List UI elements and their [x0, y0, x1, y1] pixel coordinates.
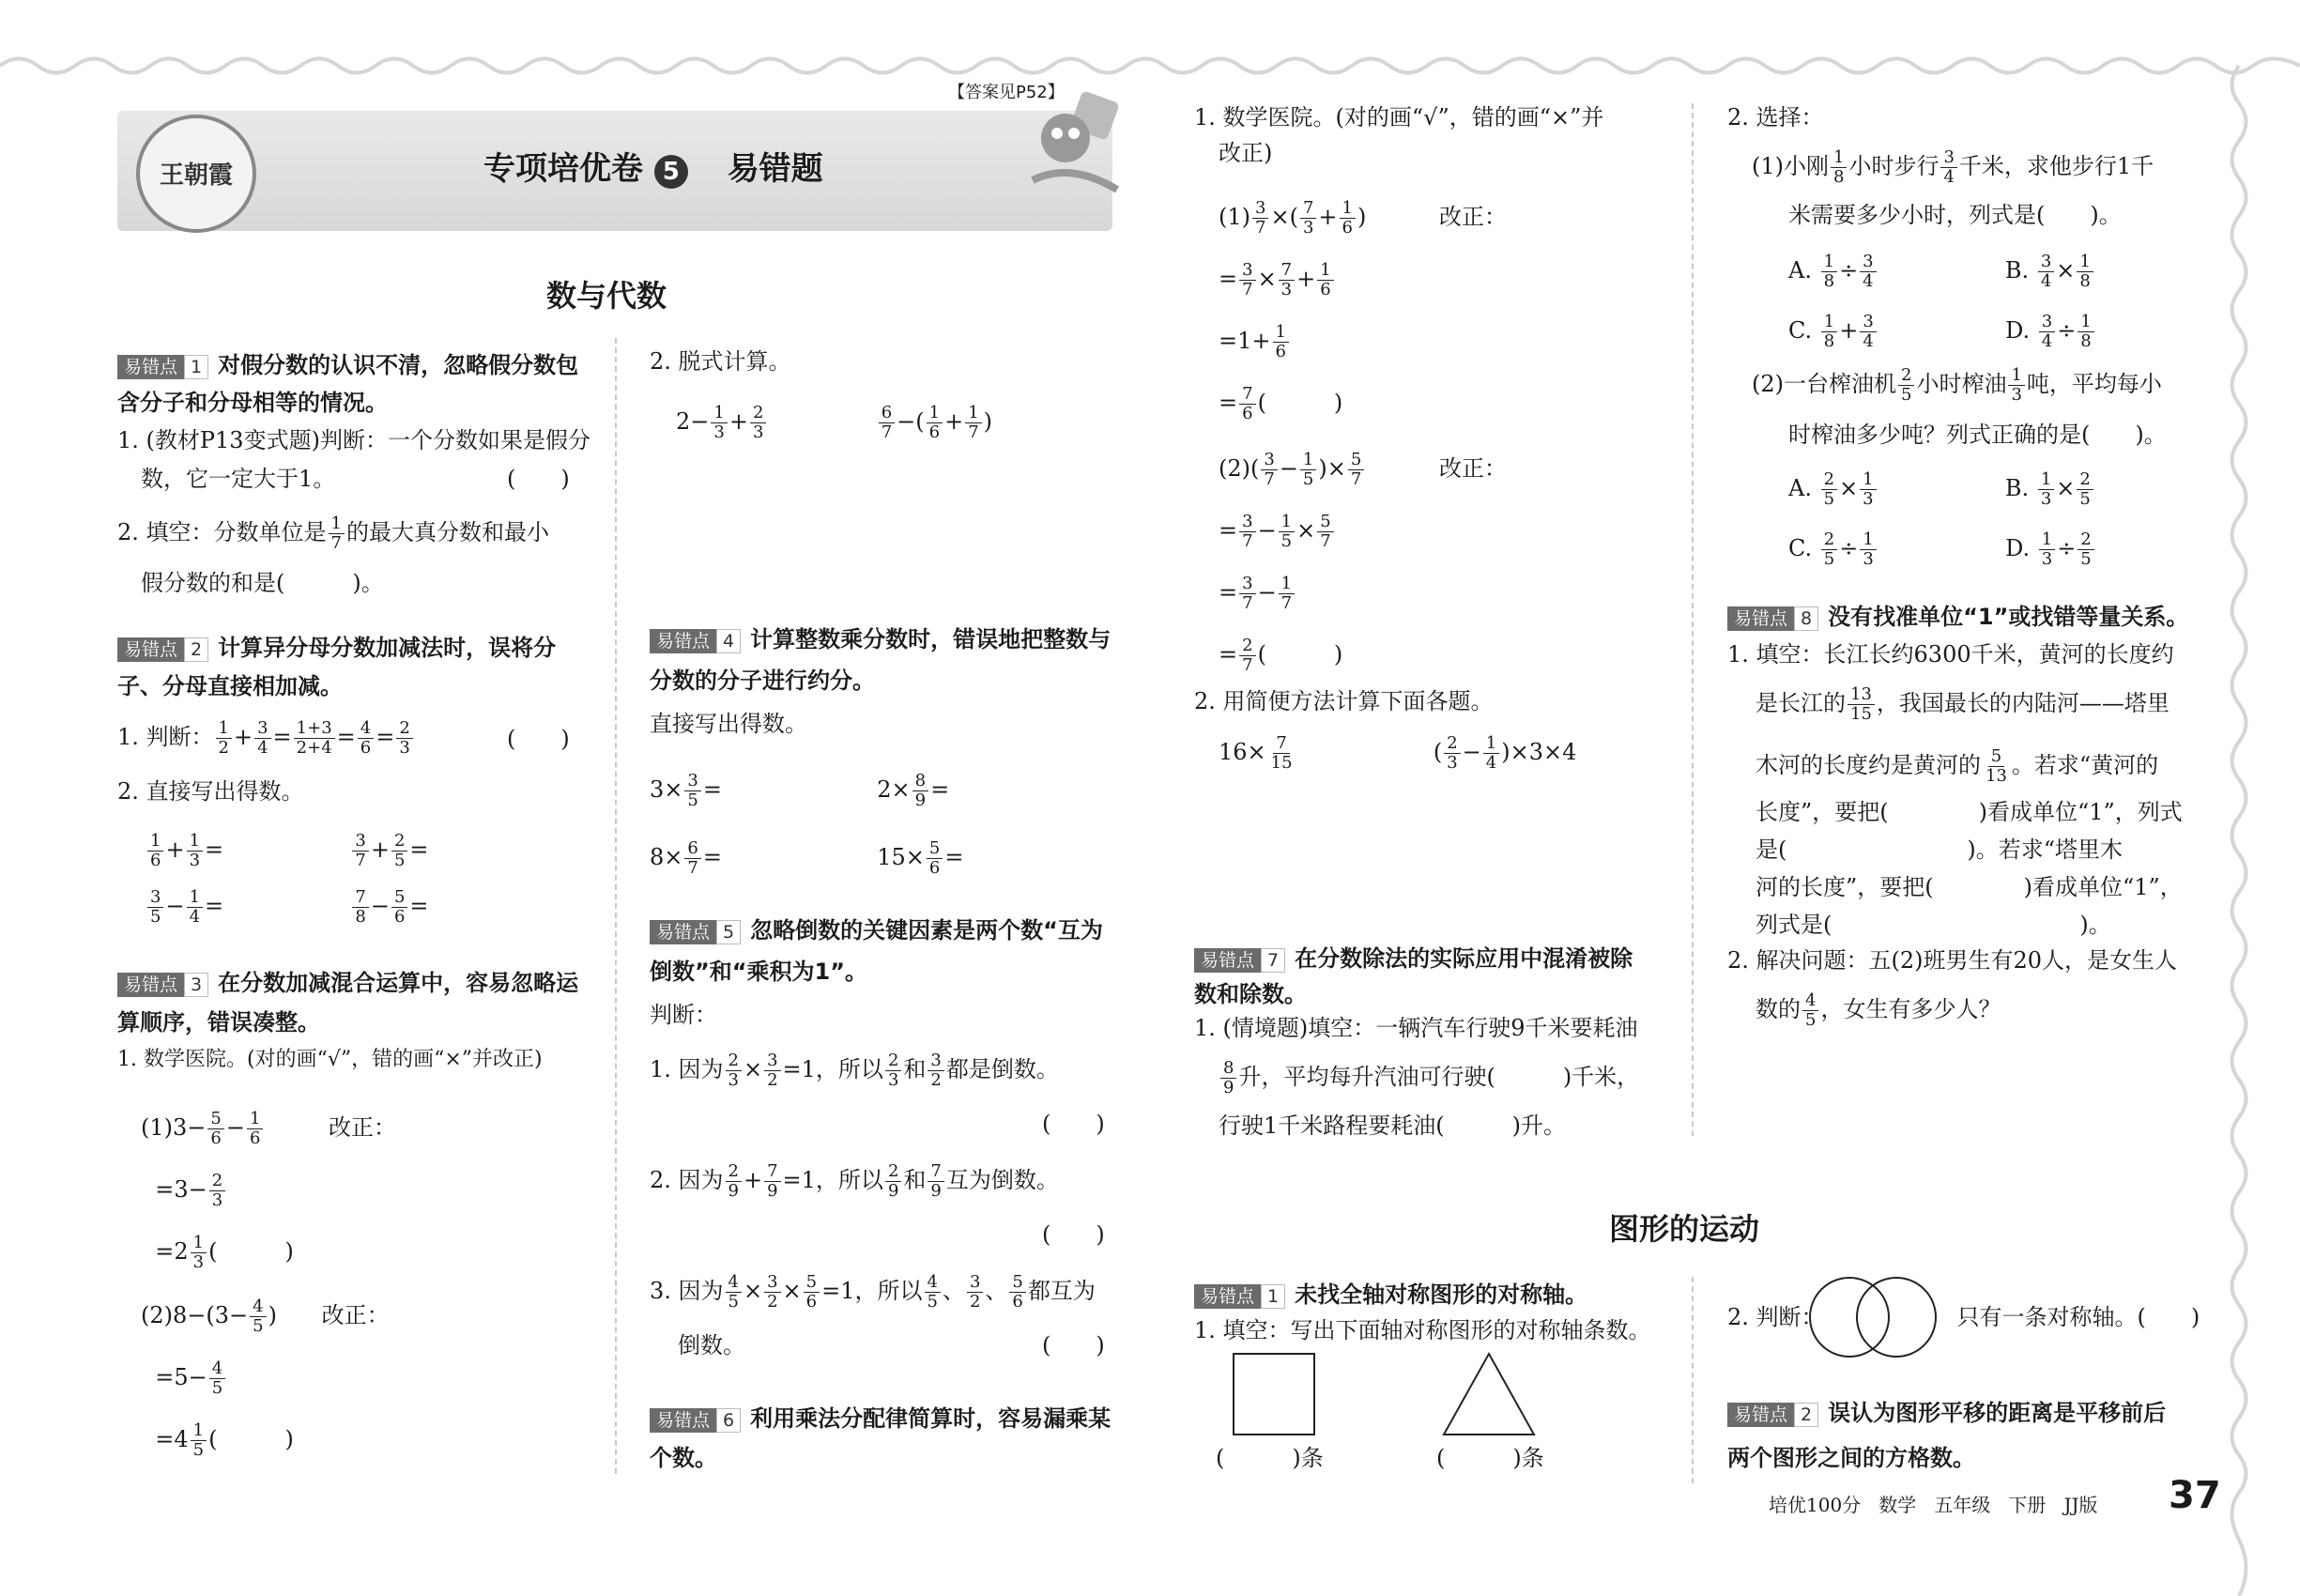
title-number-badge: 5 — [654, 155, 688, 189]
tip-7: 易错点 7 在分数除法的实际应用中混淆被除 — [1194, 943, 1633, 974]
tip-2: 易错点 2 计算异分母分数加减法时，误将分 — [117, 632, 556, 664]
tip-1-cont: 含分子和分母相等的情况。 — [117, 390, 388, 416]
c3-q2: 2. 用简便方法计算下面各题。 — [1194, 688, 1494, 714]
tip-3-cont: 算顺序，错误凑整。 — [117, 1009, 320, 1036]
g2-q: 2. 判断： 只有一条对称轴。( ) — [1727, 1304, 2200, 1330]
p7-q1-b: $\frac{8}{9}$ 升，平均每升汽油可行驶( )千米， — [1219, 1059, 1639, 1097]
q2-line-a: 2. 填空：分数单位是 $\frac{1}{7}$ 的最大真分数和最小 — [117, 514, 549, 553]
c4-s2-options: A. $\frac{2}{5}$ × $\frac{1}{3}$ B. $\frac{1}{3}$ × $\frac{2}{5}$ C. $\frac{2}{5}$ ÷ $\frac{1}{3}$ D. $\frac{1}{3}$ ÷ $\frac{2}{5}$ — [1788, 458, 2096, 578]
p8-q1-b: 是长江的 $\frac{13}{15}$ ，我国最长的内陆河——塔里 — [1756, 684, 2170, 724]
p5-q2: 2. 因为 $\frac{2}{9}$ + $\frac{7}{9}$ =1，所以 $\frac{2}{9}$ 和 $\frac{7}{9}$ 互为倒数。 — [650, 1161, 1059, 1201]
p5-q1-paren: ( ) — [1042, 1111, 1105, 1137]
tip-number: 1 — [184, 355, 208, 379]
c4-s2-a: (2)一台榨油机 $\frac{2}{5}$ 小时榨油 $\frac{1}{3}$ 吨，平均每小 — [1752, 365, 2162, 405]
logo-badge — [136, 115, 256, 233]
tip-5-cont: 倒数”和“乘积为1”。 — [650, 959, 868, 985]
p4-exprs: 3× $\frac{3}{5}$ = 2× $\frac{8}{9}$ = 8× $\frac{6}{7}$ = 15× $\frac{5}{6}$ = — [650, 771, 964, 878]
page-title — [483, 143, 823, 189]
tip-5: 易错点 5 忽略倒数的关键因素是两个数“互为 — [650, 914, 1103, 946]
p5-q2-paren: ( ) — [1042, 1221, 1105, 1248]
p8-q1-a: 1. 填空：长江长约6300千米，黄河的长度约 — [1727, 641, 2174, 668]
tip-1 — [117, 349, 578, 381]
c2-exprs: 2− $\frac{1}{3}$ + $\frac{2}{3}$ $\frac{6}{7}$ −( $\frac{1}{6}$ + $\frac{1}{7}$ ) — [676, 403, 993, 442]
tip-4-cont: 分数的分子进行约分。 — [650, 668, 875, 694]
c3-calc-1: (1) $\frac{3}{7}$ ×( $\frac{7}{3}$ + $\frac{1}{6}$ ) 改正： = $\frac{3}{7}$ × $\frac{7}{3}$ + $\frac{1}{6}$ =1+ $\frac{1}{6}$ = $\frac{7}{6}$ ( ) — [1219, 198, 1507, 423]
q1-line-a: 1. (教材P13变式题)判断：一个分数如果是假分 — [117, 427, 590, 453]
p4-q: 直接写出得数。 — [650, 711, 807, 737]
c4-s1-options: A. $\frac{1}{8}$ ÷ $\frac{3}{4}$ B. $\frac{3}{4}$ × $\frac{1}{8}$ C. $\frac{1}{8}$ + $\frac{3}{4}$ D. $\frac{3}{4}$ ÷ $\frac{1}{8}$ — [1788, 240, 2096, 361]
q1-answer-paren: ( ) — [507, 466, 570, 492]
p2-exprs: $\frac{1}{6}$ + $\frac{1}{3}$ = $\frac{3}{7}$ + $\frac{2}{5}$ = $\frac{3}{5}$ − $\frac{1}{4}$ = $\frac{7}{8}$ − $\frac{5}{6}$ = — [146, 821, 429, 934]
footer-info: 培优100分 数学 五年级 下册 JJ版 — [1769, 1494, 2098, 1516]
c4-q2: 2. 选择： — [1727, 104, 1824, 130]
p2-q1: 1. 判断： $\frac{1}{2}$ + $\frac{3}{4}$ = $\frac{1+3}{2+4}$ = $\frac{4}{6}$ = $\frac{2}{3}$ — [117, 719, 415, 758]
triangle-shape — [1440, 1350, 1538, 1438]
q2-line-c: 假分数的和是( )。 — [141, 570, 384, 596]
tip-7-cont: 数和除数。 — [1194, 981, 1307, 1007]
p5-q3-cont: 倒数。 — [678, 1332, 745, 1358]
p8-q2-b: 数的 $\frac{4}{5}$ ，女生有多少人？ — [1756, 990, 2001, 1030]
fraction: $\frac{1}{7}$ — [329, 514, 345, 553]
c4-s1-a: (1)小刚 $\frac{1}{8}$ 小时步行 $\frac{3}{4}$ 千米，求他步行1千 — [1752, 147, 2154, 187]
section-number-algebra: 数与代数 — [546, 278, 667, 314]
c2-q2: 2. 脱式计算。 — [650, 348, 791, 375]
c3-q1-a: 1. 数学医院。(对的画“√”，错的画“×”并 — [1194, 104, 1604, 130]
answer-ref: 【答案见P52】 — [948, 83, 1065, 102]
c4-s2-d: 时榨油多少吨？列式正确的是( )。 — [1788, 422, 2167, 448]
tip-tag: 易错点 — [117, 355, 184, 379]
p2-q1-paren: ( ) — [507, 726, 570, 752]
p3-q1: 1. 数学医院。(对的画“√”，错的画“×”并改正) — [117, 1048, 543, 1071]
tip-3: 易错点 3 在分数加减混合运算中，容易忽略运 — [117, 967, 578, 999]
p8-q1-d: 木河的长度约是黄河的 $\frac{5}{13}$ 。若求“黄河的 — [1756, 746, 2159, 786]
p2-q2: 2. 直接写出得数。 — [117, 778, 304, 805]
subtitle-text: 易错题 — [727, 150, 823, 188]
tip-6-cont: 个数。 — [650, 1445, 717, 1471]
tip-g2-cont: 两个图形之间的方格数。 — [1727, 1445, 1975, 1471]
p5-q3: 3. 因为 $\frac{4}{5}$ × $\frac{3}{2}$ × $\frac{5}{6}$ =1，所以 $\frac{4}{5}$ 、 $\frac{3}{2}$ 、 $\frac{5}{6}$ 都互为 — [650, 1272, 1096, 1312]
tip-g1: 易错点 1 未找全轴对称图形的对称轴。 — [1194, 1279, 1587, 1311]
mascot-illustration — [1023, 86, 1127, 199]
p5-q3-paren: ( ) — [1042, 1332, 1105, 1358]
logo-text: 王朝霞 — [159, 161, 233, 190]
tip-6: 易错点 6 利用乘法分配律简算时，容易漏乘某 — [650, 1403, 1111, 1435]
tip-2-cont: 子、分母直接相加减。 — [117, 673, 343, 699]
q1-line-b: 数，它一定大于1。 — [141, 466, 336, 492]
square-shape — [1230, 1350, 1318, 1438]
p8-q1-f: 长度”，要把( )看成单位“1”，列式 — [1756, 799, 2183, 825]
p5-q1: 1. 因为 $\frac{2}{3}$ × $\frac{3}{2}$ =1，所以 $\frac{2}{3}$ 和 $\frac{3}{2}$ 都是倒数。 — [650, 1051, 1059, 1090]
c3-q1-b: 改正) — [1219, 140, 1273, 166]
column-divider-2 — [1692, 103, 1694, 1136]
title-text: 专项培优卷 — [483, 150, 643, 188]
section-shape-motion: 图形的运动 — [1609, 1211, 1760, 1247]
g1-blank-2: ( )条 — [1436, 1445, 1544, 1471]
c3-q2-exprs: 16× $\frac{7}{15}$ ( $\frac{2}{3}$ − $\frac{1}{4}$ )×3×4 — [1219, 733, 1577, 773]
tip-8: 易错点 8 没有找准单位“1”或找错等量关系。 — [1727, 601, 2188, 633]
c4-s1-d: 米需要多少小时，列式是( )。 — [1788, 202, 2122, 228]
g1-blank-1: ( )条 — [1216, 1445, 1324, 1471]
page-number: 37 — [2169, 1474, 2221, 1517]
p8-q1-h: 河的长度”，要把( )看成单位“1”， — [1756, 874, 2183, 900]
p8-q2-a: 2. 解决问题：五(2)班男生有20人，是女生人 — [1727, 947, 2178, 974]
column-divider-3 — [1692, 1277, 1694, 1483]
two-circles-shape — [1806, 1275, 1940, 1359]
p7-q1-a: 1. (情境题)填空：一辆汽车行驶9千米要耗油 — [1194, 1015, 1638, 1041]
p8-q1-i: 列式是( )。 — [1756, 912, 2111, 938]
c3-calc-2: (2)( $\frac{3}{7}$ − $\frac{1}{5}$ )× $\frac{5}{7}$ 改正： = $\frac{3}{7}$ − $\frac{1}{5}$ × $\frac{5}{7}$ = $\frac{3}{7}$ − $\frac{1}{7}$ = $\frac{2}{7}$ ( ) — [1219, 450, 1507, 675]
p8-q1-g: 是( )。若求“塔里木 — [1756, 836, 2123, 863]
tip-text: 对假分数的认识不清，忽略假分数包 — [218, 352, 579, 378]
tip-g2: 易错点 2 误认为图形平移的距离是平移前后 — [1727, 1397, 2166, 1429]
p5-judge: 判断： — [650, 1002, 717, 1028]
p3-calc-1: (1)3− $\frac{5}{6}$ − $\frac{1}{6}$ 改正： =3− $\frac{2}{3}$ =2 $\frac{1}{3}$ ( ) — [141, 1109, 397, 1272]
tip-4: 易错点 4 计算整数乘分数时，错误地把整数与 — [650, 623, 1111, 655]
column-divider-1 — [615, 338, 617, 1474]
p3-calc-2: (2)8−(3− $\frac{4}{5}$ ) 改正： =5− $\frac{4}{5}$ =4 $\frac{1}{5}$ ( ) — [141, 1297, 390, 1460]
p7-q1-c: 行驶1千米路程要耗油( )升。 — [1219, 1113, 1566, 1139]
g1-q: 1. 填空：写出下面轴对称图形的对称轴条数。 — [1194, 1317, 1651, 1343]
